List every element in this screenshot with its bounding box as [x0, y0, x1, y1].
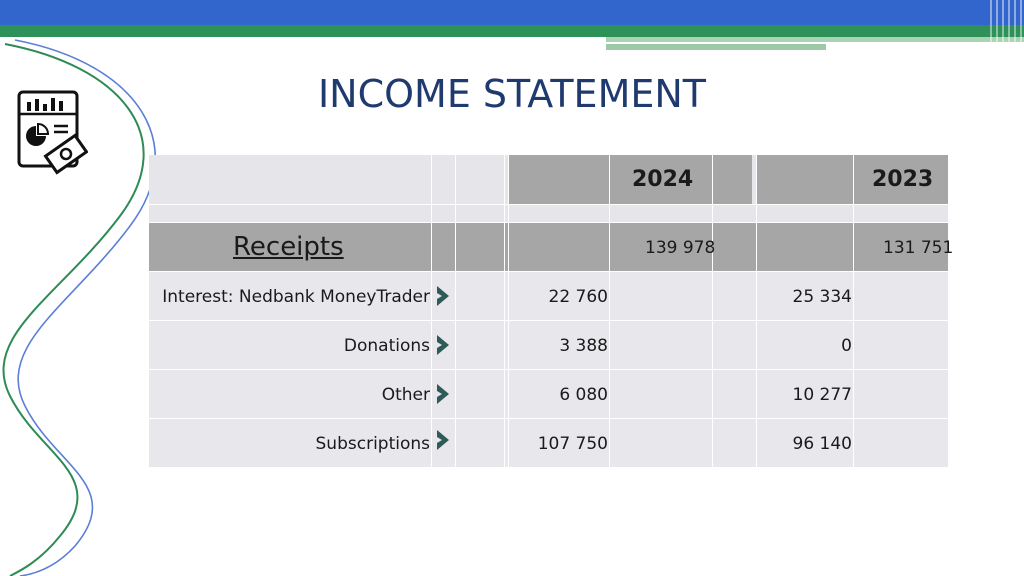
value-2024-interest: 22 760 [548, 287, 608, 307]
value-2023-other: 10 277 [792, 385, 852, 405]
spacer-row [149, 205, 948, 222]
header-2024-bg [508, 155, 752, 204]
receipts-total-2024: 139 978 [645, 238, 716, 258]
value-2024-other: 6 080 [559, 385, 608, 405]
year-2024-label: 2024 [632, 167, 694, 192]
arrow-right-icon [434, 284, 452, 308]
column-divider [431, 155, 432, 467]
row-label-donations: Donations [343, 336, 430, 356]
value-2023-donations: 0 [841, 336, 852, 356]
column-divider [508, 155, 509, 467]
arrow-right-icon [434, 382, 452, 406]
row-label-other: Other [381, 385, 430, 405]
receipts-label: Receipts [233, 232, 344, 262]
table-row [149, 321, 948, 369]
column-divider [853, 155, 854, 467]
value-2024-subscriptions: 107 750 [537, 434, 608, 454]
column-divider [609, 155, 610, 467]
top-stripes [990, 0, 1024, 50]
value-2023-interest: 25 334 [792, 287, 852, 307]
column-divider [712, 155, 713, 467]
row-label-subscriptions: Subscriptions [315, 434, 430, 454]
value-2024-donations: 3 388 [559, 336, 608, 356]
top-blue-bar [0, 0, 1024, 25]
column-divider [756, 155, 757, 467]
column-divider [504, 155, 505, 467]
row-label-interest: Interest: Nedbank MoneyTrader [162, 287, 430, 307]
top-light-bar-short [606, 44, 826, 50]
year-2023-label: 2023 [872, 167, 934, 192]
column-divider [455, 155, 456, 467]
arrow-right-icon [434, 428, 452, 452]
value-2023-subscriptions: 96 140 [792, 434, 852, 454]
arrow-right-icon [434, 333, 452, 357]
page-title: INCOME STATEMENT [317, 72, 707, 116]
top-light-bar [606, 37, 1024, 42]
receipts-total-2023: 131 751 [883, 238, 954, 258]
